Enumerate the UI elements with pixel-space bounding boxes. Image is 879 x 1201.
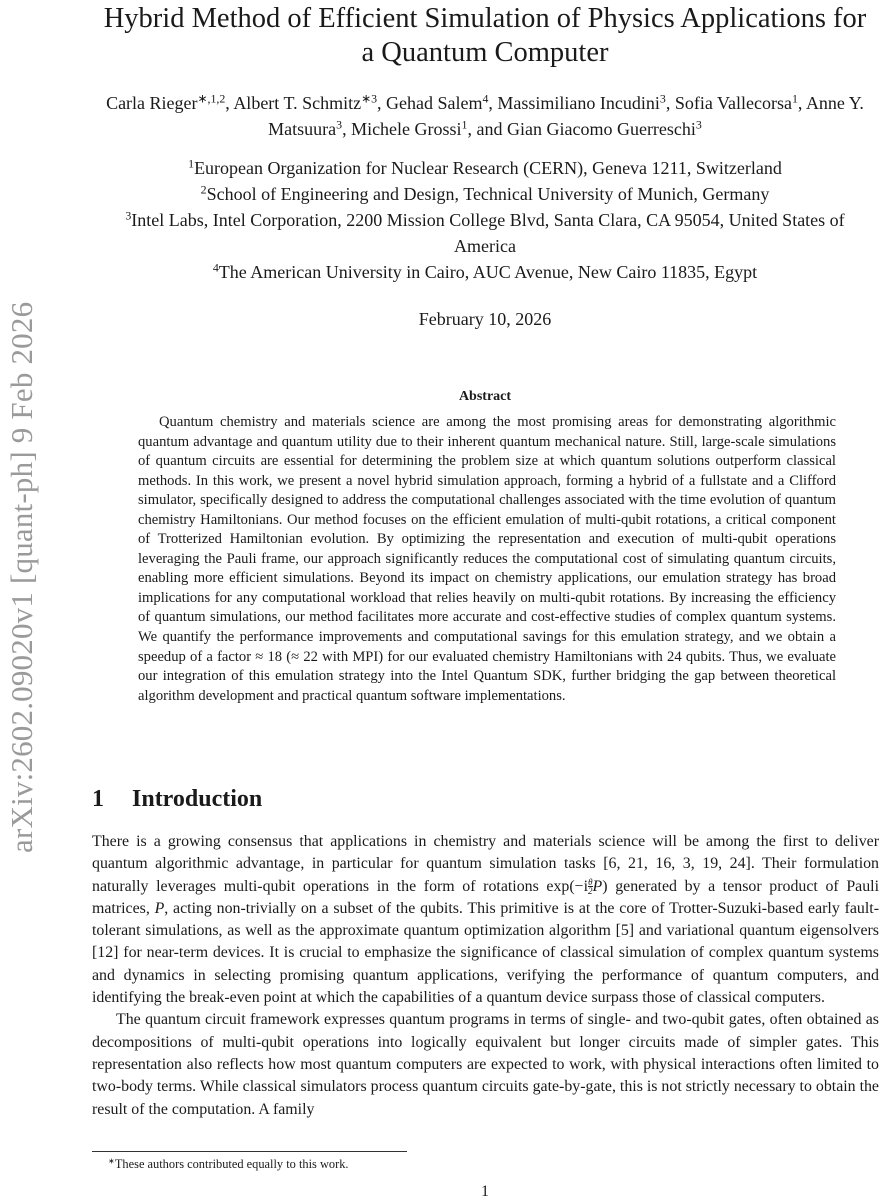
author: Sofia Vallecorsa$^1$, [674, 91, 806, 113]
section-heading [92, 786, 262, 813]
affiliation: $^4$The American University in Cairo, AUC Avenue, New Cairo 11835, Egypt [212, 260, 758, 282]
paragraph: The quantum circuit framework expresses quantum programs in terms of single- and two-qubit gates, often obtained as decompositions of multi-qubit operations into logically equivalent but longer circuits made of simpler gates. This representation also reflects how most quantum computers are expected to work, with physical interactions often limited to two-body terms. While classical simulators process quantum circuits gate-by-gate, this is not strictly necessary to obtain the result of the computation. A family [92, 1011, 879, 1118]
title-line-1: Hybrid Method of Efficient Simulation of Physics Applications for [103, 3, 867, 34]
section-number: 1 [92, 786, 104, 812]
author: Michele Grossi$^1$, and [351, 117, 507, 139]
footnote: ∗These authors contributed equally to this work. [108, 1156, 349, 1171]
publication-date: February 10, 2026 [418, 309, 552, 329]
footnote-divider [92, 1151, 407, 1152]
author: Albert T. Schmitz$^{∗3}$, [233, 91, 387, 113]
author: Gian Giacomo Guerreschi$^3$ [506, 117, 702, 139]
author: Massimiliano Incudini$^3$, [497, 91, 675, 113]
affiliation: $^3$Intel Labs, Intel Corporation, 2200 Mission College Blvd, Santa Clara, CA 95054, United States of America [125, 208, 845, 256]
author: Carla Rieger$^{∗,1,2}$, [106, 91, 234, 113]
introduction-body [92, 831, 879, 1121]
paper-title [80, 2, 879, 70]
author-list [100, 90, 870, 142]
affiliation: $^2$School of Engineering and Design, Technical University of Munich, Germany [200, 182, 770, 204]
fraction: $\frac{\theta}{2}$ [588, 877, 593, 897]
page-number: 1 [481, 1183, 489, 1200]
title-line-2: a Quantum Computer [361, 37, 609, 68]
affiliation-list [100, 155, 870, 285]
abstract-heading: Abstract [458, 389, 512, 404]
author: Gehad Salem$^4$, [386, 91, 498, 113]
affiliation: $^1$European Organization for Nuclear Research (CERN), Geneva 1211, Switzerland [188, 156, 782, 178]
section-title: Introduction [132, 786, 263, 812]
arxiv-identifier-stamp[interactable]: arXiv:2602.09020v1 [quant-ph] 9 Feb 2026 [4, 301, 39, 853]
author: Anne Y. Matsuura$^3$, [268, 93, 864, 139]
abstract-text: Quantum chemistry and materials science are among the most promising areas for demonstrating algorithmic quantum advantage and quantum utility due to their inherent quantum mechanical nature. Still, large-scale simulations of quantum circuits are essential for determining the problem size at which quantum solutions outperform classical methods. In this work, we present a novel hybrid simulation approach, forming a hybrid of a fullstate and a Clifford simulator, specifically designed to address the computational challenges associated with the time evolution of quantum chemistry Hamiltonians. Our method focuses on the efficient emulation of multi-qubit rotations, a critical component of Trotterized Hamiltonian evolution. By optimizing the representation and execution of multi-qubit operations leveraging the Pauli frame, our approach significantly reduces the computational cost of simulating quantum circuits, enabling more efficient simulations. Beyond its impact on chemistry applications, our emulation strategy has broad implications for any computational workload that relies heavily on multi-qubit rotations. By increasing the efficiency of quantum simulations, our method facilitates more accurate and cost-effective studies of complex quantum systems. We quantify the performance improvements and computational savings for this emulation strategy, and we obtain a speedup of a factor ≈ 18 (≈ 22 with MPI) for our evaluated chemistry Hamiltonians with 24 qubits. Thus, we evaluate our integration of this emulation strategy into the Intel Quantum SDK, further bridging the gap between theoretical algorithm development and practical quantum software implementations. [138, 414, 836, 704]
paragraph: There is a growing consensus that applications in chemistry and materials science will be among the first to deliver quantum algorithmic advantage, in particular for quantum simulation tasks [6, 21, 16, 3, 19, 24]. Their formulation naturally leverages multi-qubit operations in the form of rotations $\exp(-i\frac{\theta}{2}$ P) generated by a tensor product of Pauli matrices, P, acting non-trivially on a subset of the qubits. This primitive is at the core of Trotter-Suzuki-based early fault-tolerant simulations, as well as the approximate quantum optimization algorithm [5] and variational quantum eigensolvers [12] for near-term devices. It is crucial to emphasize the significance of classical simulation of complex quantum systems and dynamics in selecting promising quantum applications, verifying the performance of quantum computers, and identifying the break-even point at which the capabilities of a quantum device surpass those of classical computers. [92, 833, 879, 1007]
